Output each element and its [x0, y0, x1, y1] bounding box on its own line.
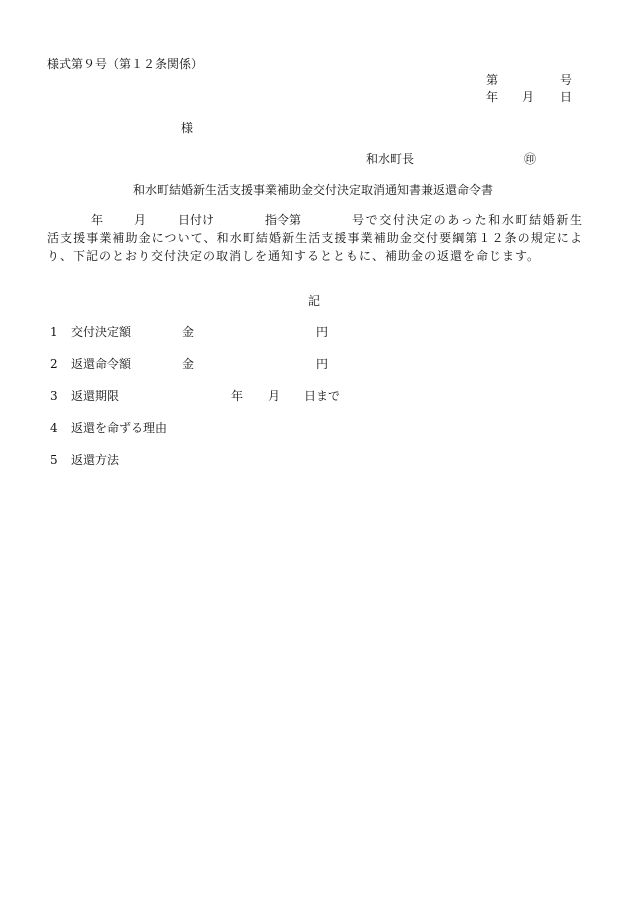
item-label: 返還期限 — [71, 389, 120, 403]
deadline-month: 月 — [268, 389, 281, 403]
body-date-day: 日付け — [178, 213, 215, 227]
seal-mark: ㊞ — [524, 152, 537, 166]
date-year: 年 — [486, 90, 499, 104]
item-label: 返還命令額 — [71, 357, 132, 371]
ki-heading: 記 — [308, 294, 321, 308]
amount-unit: 円 — [316, 357, 329, 371]
amount-unit: 円 — [316, 325, 329, 339]
deadline-year: 年 — [231, 389, 244, 403]
item-label: 返還を命ずる理由 — [71, 421, 168, 435]
body-ref-prefix: 指令第 — [265, 213, 302, 227]
item-label: 返還方法 — [71, 453, 120, 467]
body-paragraph: 号で交付決定のあった和水町結婚新生活支援事業補助金について、和水町結婚新生活支援事業補助金交付要綱第１２条の規定により、下記のとおり交付決定の取消しを通知するとともに、補助金の返還を命じます。 — [47, 213, 583, 263]
item-number: 3 — [50, 389, 58, 403]
date-month: 月 — [522, 90, 535, 104]
deadline-day: 日まで — [304, 389, 341, 403]
body-date-year: 年 — [91, 213, 104, 227]
document-no-suffix: 号 — [560, 73, 573, 87]
item-number: 1 — [50, 325, 58, 339]
issuer-title: 和水町長 — [366, 152, 415, 166]
body-date-month: 月 — [134, 213, 147, 227]
amount-prefix: 金 — [182, 357, 195, 371]
document-title: 和水町結婚新生活支援事業補助金交付決定取消通知書兼返還命令書 — [133, 183, 494, 197]
item-number: 4 — [50, 421, 58, 435]
item-number: 5 — [50, 453, 58, 467]
item-number: 2 — [50, 357, 58, 371]
document-no-prefix: 第 — [486, 73, 499, 87]
amount-prefix: 金 — [182, 325, 195, 339]
recipient-suffix: 様 — [181, 121, 194, 135]
form-number: 様式第９号（第１２条関係） — [47, 57, 204, 71]
date-day: 日 — [560, 90, 573, 104]
item-label: 交付決定額 — [71, 325, 132, 339]
